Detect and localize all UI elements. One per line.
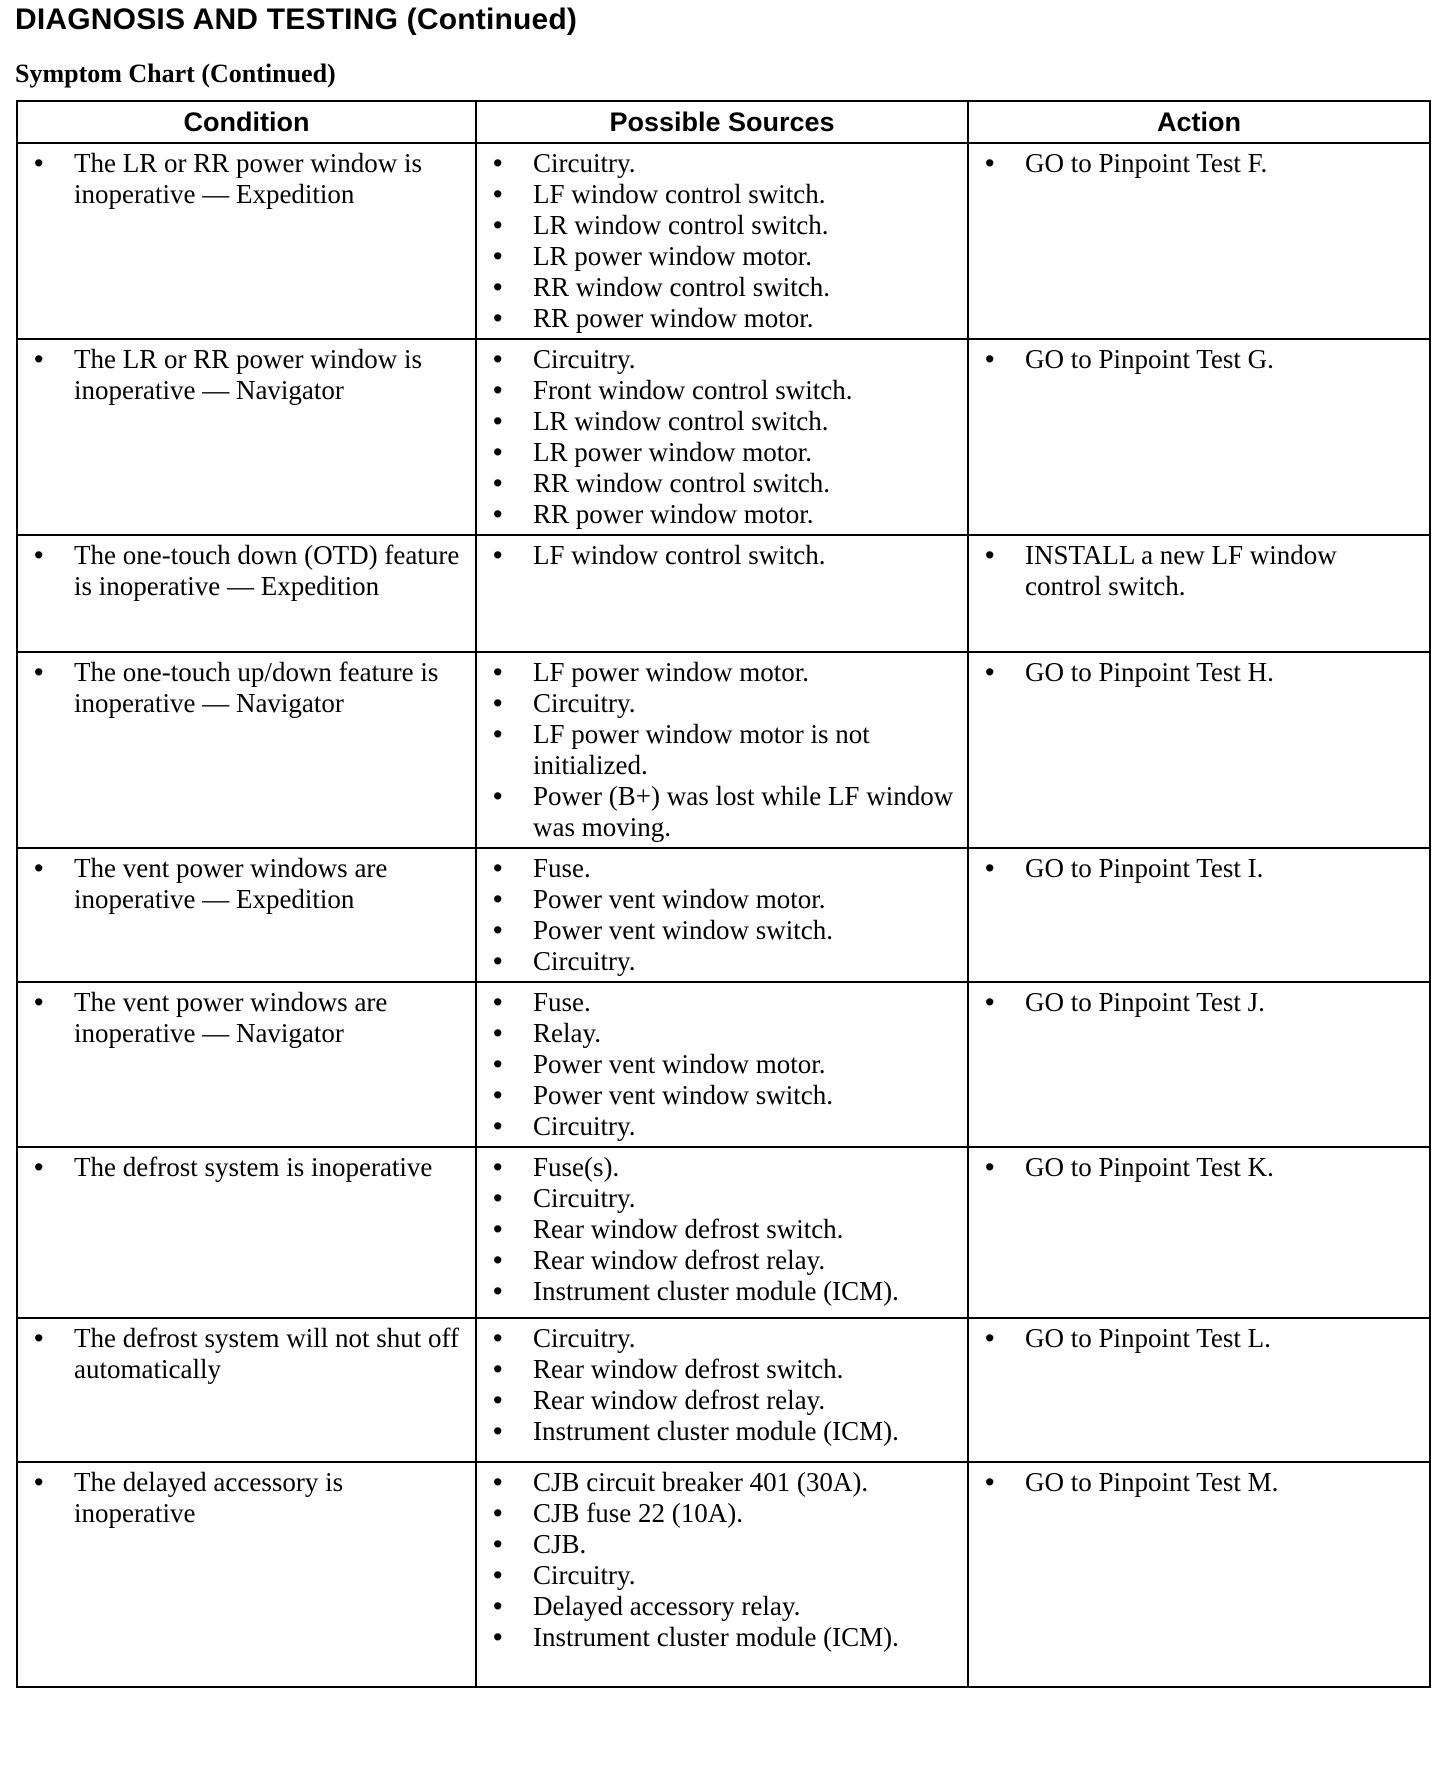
source-item: • LF power window motor is not initialized. <box>491 719 957 781</box>
source-item: • Power vent window switch. <box>491 915 957 946</box>
possible-sources-cell <box>476 339 968 535</box>
source-item: • LF power window motor. <box>491 657 957 688</box>
action-cell <box>968 1147 1430 1318</box>
action-cell <box>968 652 1430 848</box>
source-item: • LF window control switch. <box>491 179 957 210</box>
condition-text: • The defrost system will not shut off automatically <box>32 1323 465 1385</box>
source-item: • LF window control switch. <box>491 540 957 571</box>
column-header-action: Action <box>968 101 1430 143</box>
action-cell <box>968 535 1430 652</box>
condition-text: • The vent power windows are inoperative — Navigator <box>32 987 465 1049</box>
symptom-chart-table <box>16 100 1431 1688</box>
condition-cell <box>17 143 476 339</box>
source-item: • RR window control switch. <box>491 272 957 303</box>
table-row <box>17 848 1430 982</box>
possible-sources-cell <box>476 982 968 1147</box>
page-title: DIAGNOSIS AND TESTING (Continued) <box>15 3 578 36</box>
source-item: • Fuse(s). <box>491 1152 957 1183</box>
source-item: • Relay. <box>491 1018 957 1049</box>
action-text: • GO to Pinpoint Test G. <box>983 344 1419 375</box>
possible-sources-cell <box>476 1147 968 1318</box>
condition-cell <box>17 848 476 982</box>
source-item: • Instrument cluster module (ICM). <box>491 1622 957 1653</box>
action-cell <box>968 982 1430 1147</box>
action-text: • GO to Pinpoint Test K. <box>983 1152 1419 1183</box>
condition-text: • The LR or RR power window is inoperative — Expedition <box>32 148 465 210</box>
condition-cell <box>17 1462 476 1687</box>
possible-sources-cell <box>476 1462 968 1687</box>
action-text: • GO to Pinpoint Test I. <box>983 853 1419 884</box>
condition-cell <box>17 339 476 535</box>
action-cell <box>968 848 1430 982</box>
source-item: • LR power window motor. <box>491 241 957 272</box>
condition-text: • The one-touch down (OTD) feature is inoperative — Expedition <box>32 540 465 602</box>
condition-cell <box>17 535 476 652</box>
source-item: • Circuitry. <box>491 688 957 719</box>
action-text: • GO to Pinpoint Test L. <box>983 1323 1419 1354</box>
source-item: • CJB. <box>491 1529 957 1560</box>
action-cell <box>968 1318 1430 1462</box>
source-item: • Power vent window motor. <box>491 1049 957 1080</box>
condition-cell <box>17 982 476 1147</box>
action-text: • GO to Pinpoint Test M. <box>983 1467 1419 1498</box>
source-item: • Circuitry. <box>491 1111 957 1142</box>
table-body <box>17 143 1430 1687</box>
possible-sources-cell <box>476 1318 968 1462</box>
action-cell <box>968 339 1430 535</box>
condition-text: • The vent power windows are inoperative — Expedition <box>32 853 465 915</box>
source-item: • LR power window motor. <box>491 437 957 468</box>
table-header-row <box>17 101 1430 143</box>
source-item: • Power vent window switch. <box>491 1080 957 1111</box>
source-item: • Circuitry. <box>491 946 957 977</box>
source-item: • Power (B+) was lost while LF window was moving. <box>491 781 957 843</box>
source-item: • RR power window motor. <box>491 303 957 334</box>
source-item: • Circuitry. <box>491 344 957 375</box>
column-header-possible-sources: Possible Sources <box>476 101 968 143</box>
table-row <box>17 1318 1430 1462</box>
table-row <box>17 982 1430 1147</box>
table-row <box>17 1147 1430 1318</box>
source-item: • Circuitry. <box>491 1560 957 1591</box>
source-item: • RR window control switch. <box>491 468 957 499</box>
source-item: • Rear window defrost switch. <box>491 1354 957 1385</box>
condition-text: • The delayed accessory is inoperative <box>32 1467 465 1529</box>
action-text: • INSTALL a new LF window control switch. <box>983 540 1419 602</box>
action-cell <box>968 143 1430 339</box>
possible-sources-cell <box>476 848 968 982</box>
source-item: • Instrument cluster module (ICM). <box>491 1416 957 1447</box>
source-item: • Circuitry. <box>491 1323 957 1354</box>
table-row <box>17 652 1430 848</box>
condition-text: • The one-touch up/down feature is inoperative — Navigator <box>32 657 465 719</box>
source-item: • Delayed accessory relay. <box>491 1591 957 1622</box>
source-item: • LR window control switch. <box>491 210 957 241</box>
possible-sources-cell <box>476 143 968 339</box>
action-cell <box>968 1462 1430 1687</box>
source-item: • Rear window defrost relay. <box>491 1245 957 1276</box>
source-item: • Instrument cluster module (ICM). <box>491 1276 957 1307</box>
table-row <box>17 1462 1430 1687</box>
condition-text: • The defrost system is inoperative <box>32 1152 465 1183</box>
condition-cell <box>17 1147 476 1318</box>
source-item: • CJB fuse 22 (10A). <box>491 1498 957 1529</box>
source-item: • LR window control switch. <box>491 406 957 437</box>
source-item: • Circuitry. <box>491 148 957 179</box>
condition-cell <box>17 652 476 848</box>
possible-sources-cell <box>476 652 968 848</box>
action-text: • GO to Pinpoint Test J. <box>983 987 1419 1018</box>
table-row <box>17 339 1430 535</box>
column-header-condition: Condition <box>17 101 476 143</box>
table-row <box>17 143 1430 339</box>
table-row <box>17 535 1430 652</box>
action-text: • GO to Pinpoint Test H. <box>983 657 1419 688</box>
source-item: • Circuitry. <box>491 1183 957 1214</box>
possible-sources-cell <box>476 535 968 652</box>
condition-text: • The LR or RR power window is inoperative — Navigator <box>32 344 465 406</box>
action-text: • GO to Pinpoint Test F. <box>983 148 1419 179</box>
chart-title: Symptom Chart (Continued) <box>15 59 336 88</box>
source-item: • RR power window motor. <box>491 499 957 530</box>
source-item: • CJB circuit breaker 401 (30A). <box>491 1467 957 1498</box>
source-item: • Power vent window motor. <box>491 884 957 915</box>
condition-cell <box>17 1318 476 1462</box>
source-item: • Rear window defrost switch. <box>491 1214 957 1245</box>
source-item: • Rear window defrost relay. <box>491 1385 957 1416</box>
source-item: • Fuse. <box>491 987 957 1018</box>
source-item: • Front window control switch. <box>491 375 957 406</box>
source-item: • Fuse. <box>491 853 957 884</box>
